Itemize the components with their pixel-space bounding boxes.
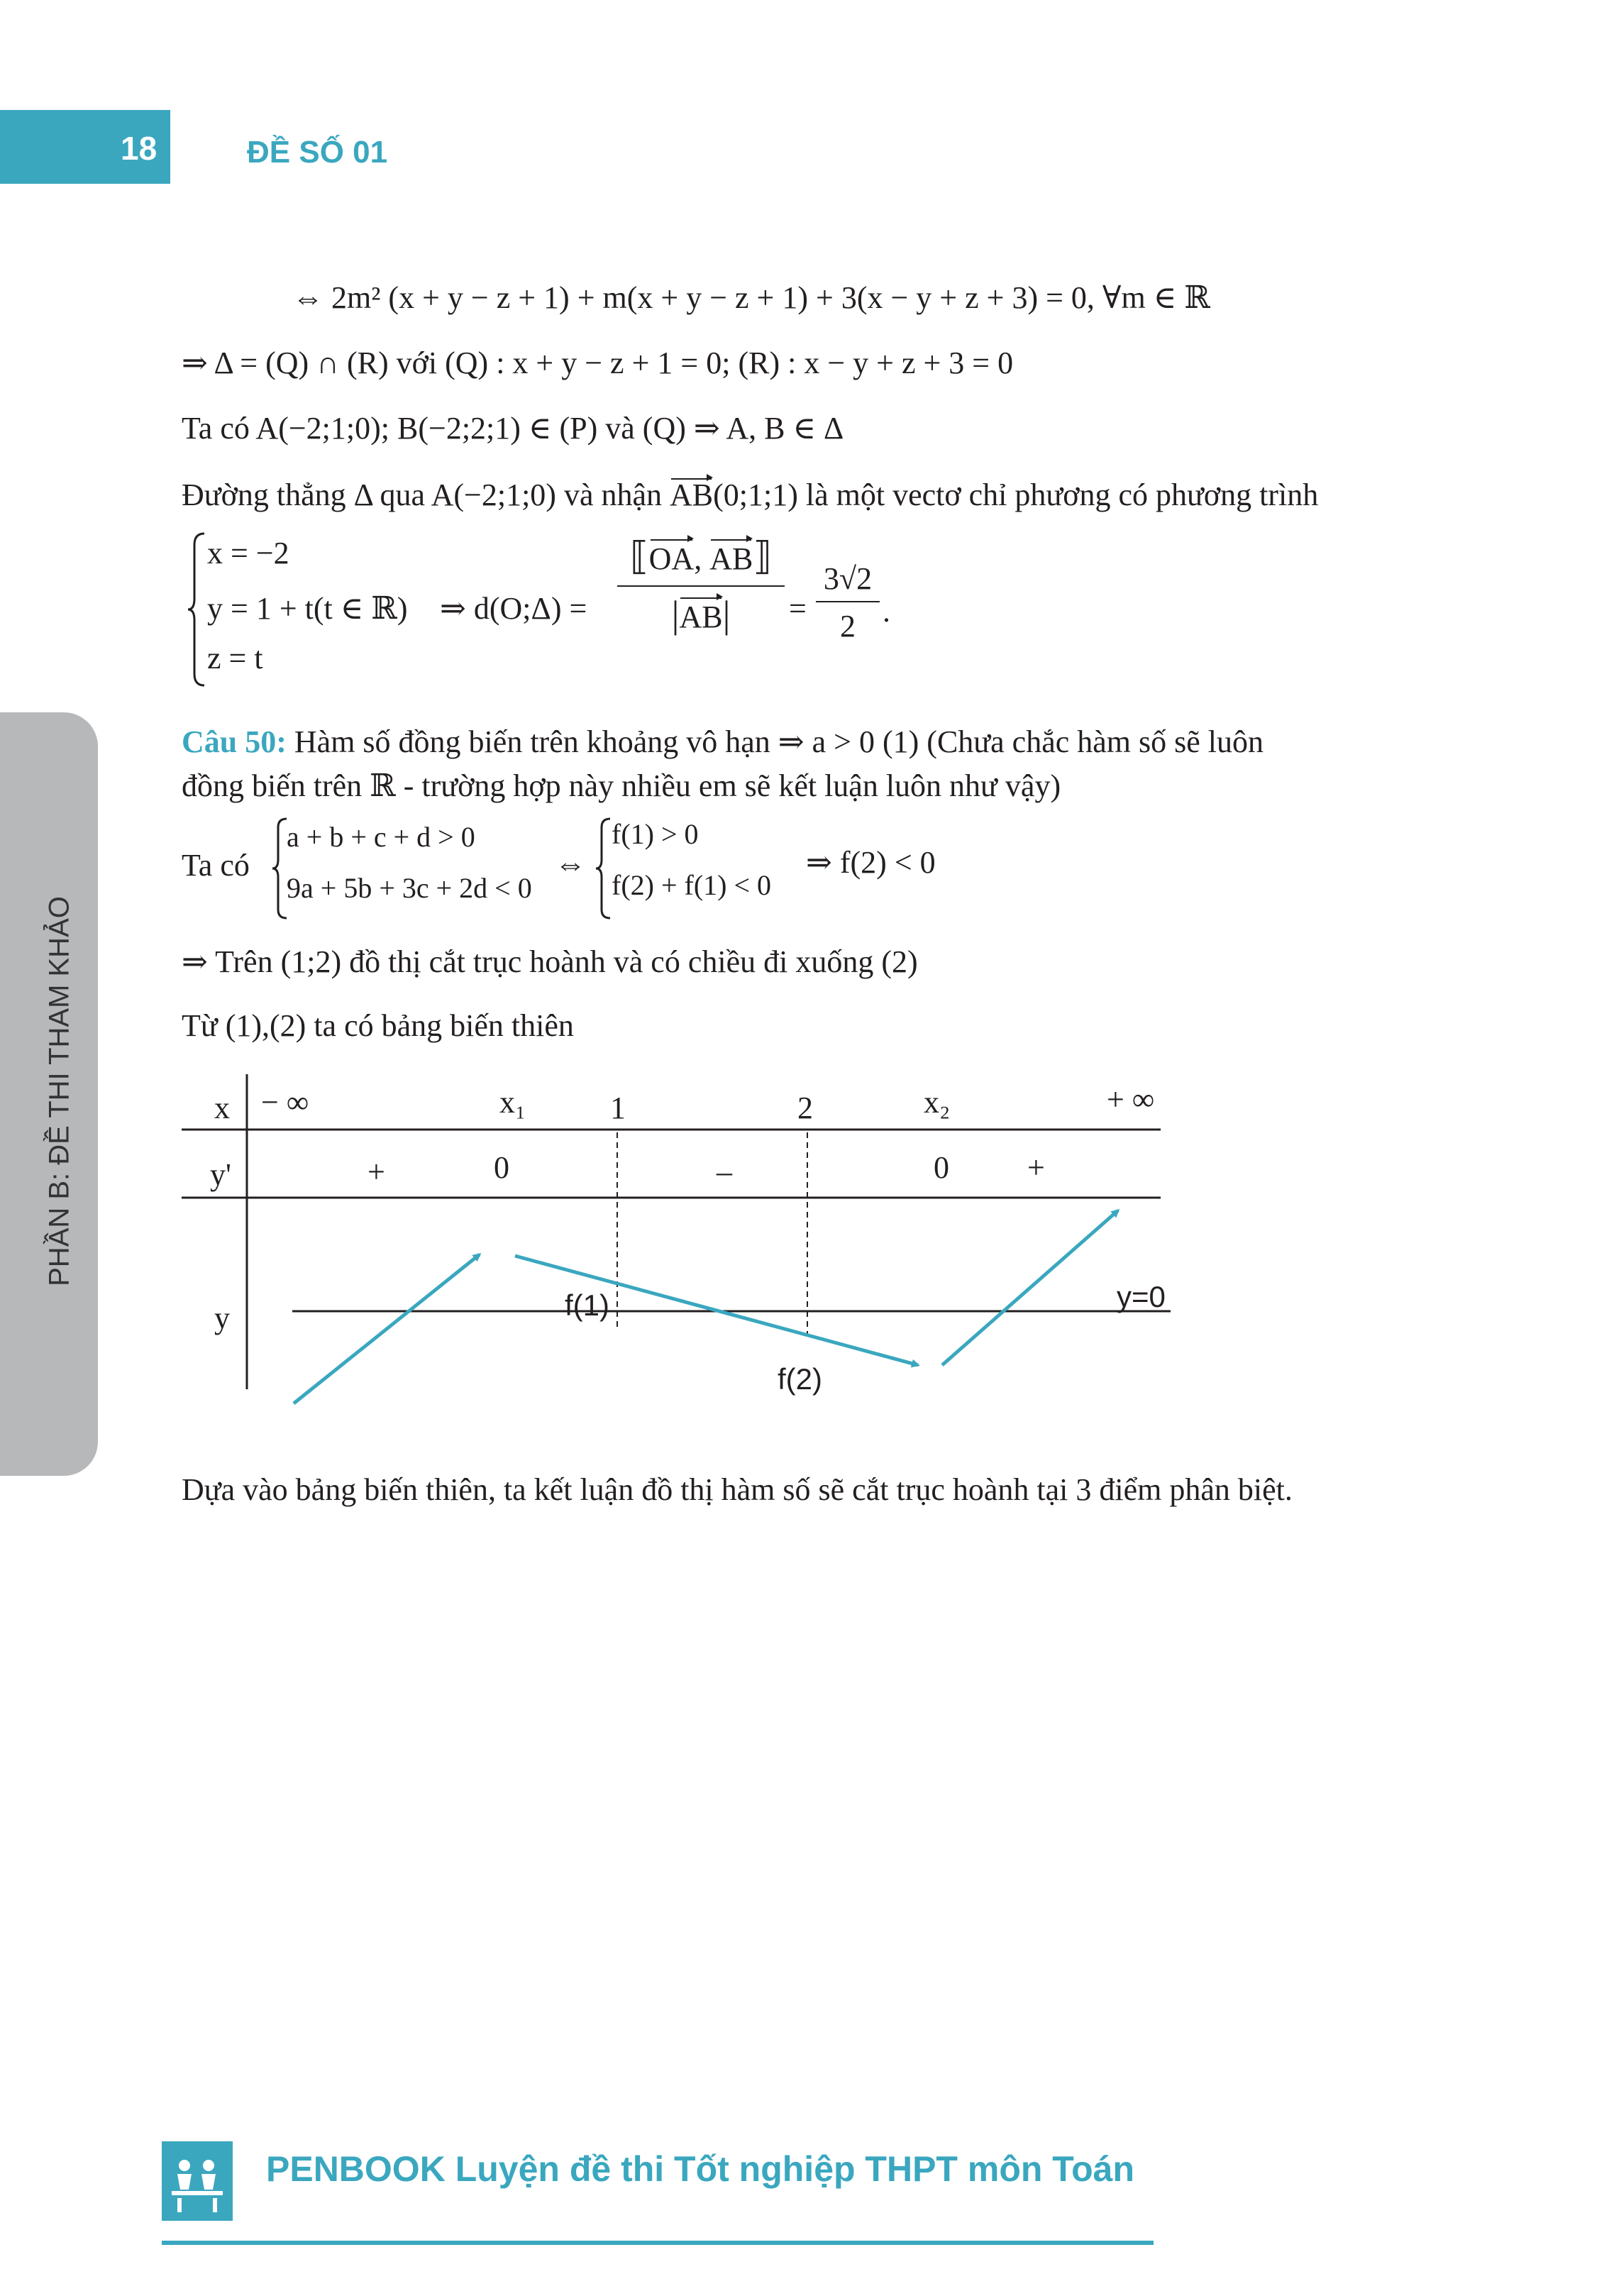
variation-table: [177, 1064, 1185, 1433]
system2-right-eq-1: f(1) > 0: [612, 818, 699, 850]
increasing-arrow-1: [294, 1254, 480, 1403]
row-label-y: y: [214, 1301, 230, 1335]
sign-zero-2: 0: [934, 1150, 949, 1185]
sign-minus: –: [717, 1154, 732, 1189]
system2-left-eq-1: a + b + c + d > 0: [287, 821, 475, 853]
system-eq-z: z = t: [207, 641, 263, 675]
x-value-1: 1: [610, 1091, 626, 1125]
footer-brand: PENBOOK Luyện đề thi Tốt nghiệp THPT môn Toán: [266, 2149, 1135, 2189]
question-50-text-1: Hàm số đồng biến trên khoảng vô hạn ⇒ a > 0 (1) (Chưa chắc hàm số sẽ luôn: [286, 724, 1264, 759]
conclusion-text: Dựa vào bảng biến thiên, ta kết luận đồ thị hàm số sẽ cắt trục hoành tại 3 điểm phân biệt.: [182, 1472, 1293, 1507]
system2-left-eq-2: 9a + 5b + 3c + 2d < 0: [287, 872, 532, 904]
equivalence-symbol: ⇔: [555, 846, 586, 881]
distance-equals: =: [789, 591, 807, 626]
equation-line-3: Ta có A(−2;1;0); B(−2;2;1) ∈ (P) và (Q) ⇒ A, B ∈ Δ: [182, 411, 844, 446]
exam-title: ĐỀ SỐ 01: [247, 135, 388, 170]
distance-fraction: [617, 534, 785, 636]
line-tu: Từ (1),(2) ta có bảng biến thiên: [182, 1008, 574, 1043]
system-eq-y: y = 1 + t(t ∈ ℝ): [207, 591, 408, 626]
x-value-2: 2: [797, 1091, 813, 1125]
distance-numerator: ⟦OA, AB⟧: [617, 534, 785, 587]
x-minus-infinity: − ∞: [261, 1085, 309, 1120]
sign-plus-2: +: [1027, 1150, 1045, 1185]
system2-right-brace: [595, 816, 613, 921]
distance-result-den: 2: [840, 609, 856, 644]
x-value-x1: x₁: [499, 1085, 526, 1120]
y-label-f2: f(2): [778, 1362, 822, 1396]
increasing-arrow-2: [942, 1210, 1118, 1365]
row-label-yprime: y': [210, 1157, 231, 1192]
direction-text-a: Đường thẳng Δ qua A(−2;1;0) và nhận: [182, 478, 670, 512]
system-brace: [186, 531, 207, 688]
vector-ab-den: AB: [679, 600, 723, 634]
page-number: 18: [121, 130, 157, 167]
y-label-y0: y=0: [1117, 1280, 1166, 1313]
distance-denominator: |AB|: [671, 593, 731, 636]
footer-rule: [162, 2241, 1154, 2245]
x-plus-infinity: + ∞: [1107, 1082, 1155, 1117]
sign-plus-1: +: [367, 1154, 385, 1189]
system-eq-x: x = −2: [207, 536, 289, 570]
period: .: [883, 594, 890, 629]
section-side-label: PHẦN B: ĐỀ THI THAM KHẢO: [43, 896, 75, 1286]
question-50-line-1: [182, 724, 1264, 759]
direction-text-b: (0;1;1) là một vectơ chỉ phương có phương trình: [713, 478, 1319, 512]
x-value-x2: x₂: [924, 1085, 951, 1120]
distance-result-num: 3√2: [816, 561, 880, 602]
equation-line-4: [182, 480, 1318, 511]
line-tren: ⇒ Trên (1;2) đồ thị cắt trục hoành và có chiều đi xuống (2): [182, 944, 918, 979]
distance-result: [816, 561, 880, 644]
question-50-line-2: đồng biến trên ℝ - trường hợp này nhiều em sẽ kết luận luôn như vậy): [182, 768, 1061, 803]
equation-line-1: ⇔ 2m² (x + y − z + 1) + m(x + y − z + 1) + 3(x − y + z + 3) = 0, ∀m ∈ ℝ: [292, 280, 1210, 315]
vector-ab: AB: [670, 478, 714, 512]
row-label-x: x: [214, 1091, 230, 1125]
sign-zero-1: 0: [494, 1150, 509, 1185]
y-label-f1: f(1): [565, 1288, 609, 1322]
system2-right-eq-2: f(2) + f(1) < 0: [612, 869, 772, 901]
equation-line-2: ⇒ Δ = (Q) ∩ (R) với (Q) : x + y − z + 1 = 0; (R) : x − y + z + 3 = 0: [182, 346, 1014, 380]
vector-oa: OA: [648, 541, 695, 576]
question-50-label: Câu 50:: [182, 724, 287, 759]
penbook-logo: [162, 2141, 233, 2221]
people-icon: [162, 2141, 233, 2221]
distance-prefix: ⇒ d(O;Δ) =: [440, 591, 587, 626]
taco-label: Ta có: [182, 848, 250, 883]
implies-f2: ⇒ f(2) < 0: [806, 845, 936, 880]
vector-ab-num: AB: [709, 541, 753, 576]
